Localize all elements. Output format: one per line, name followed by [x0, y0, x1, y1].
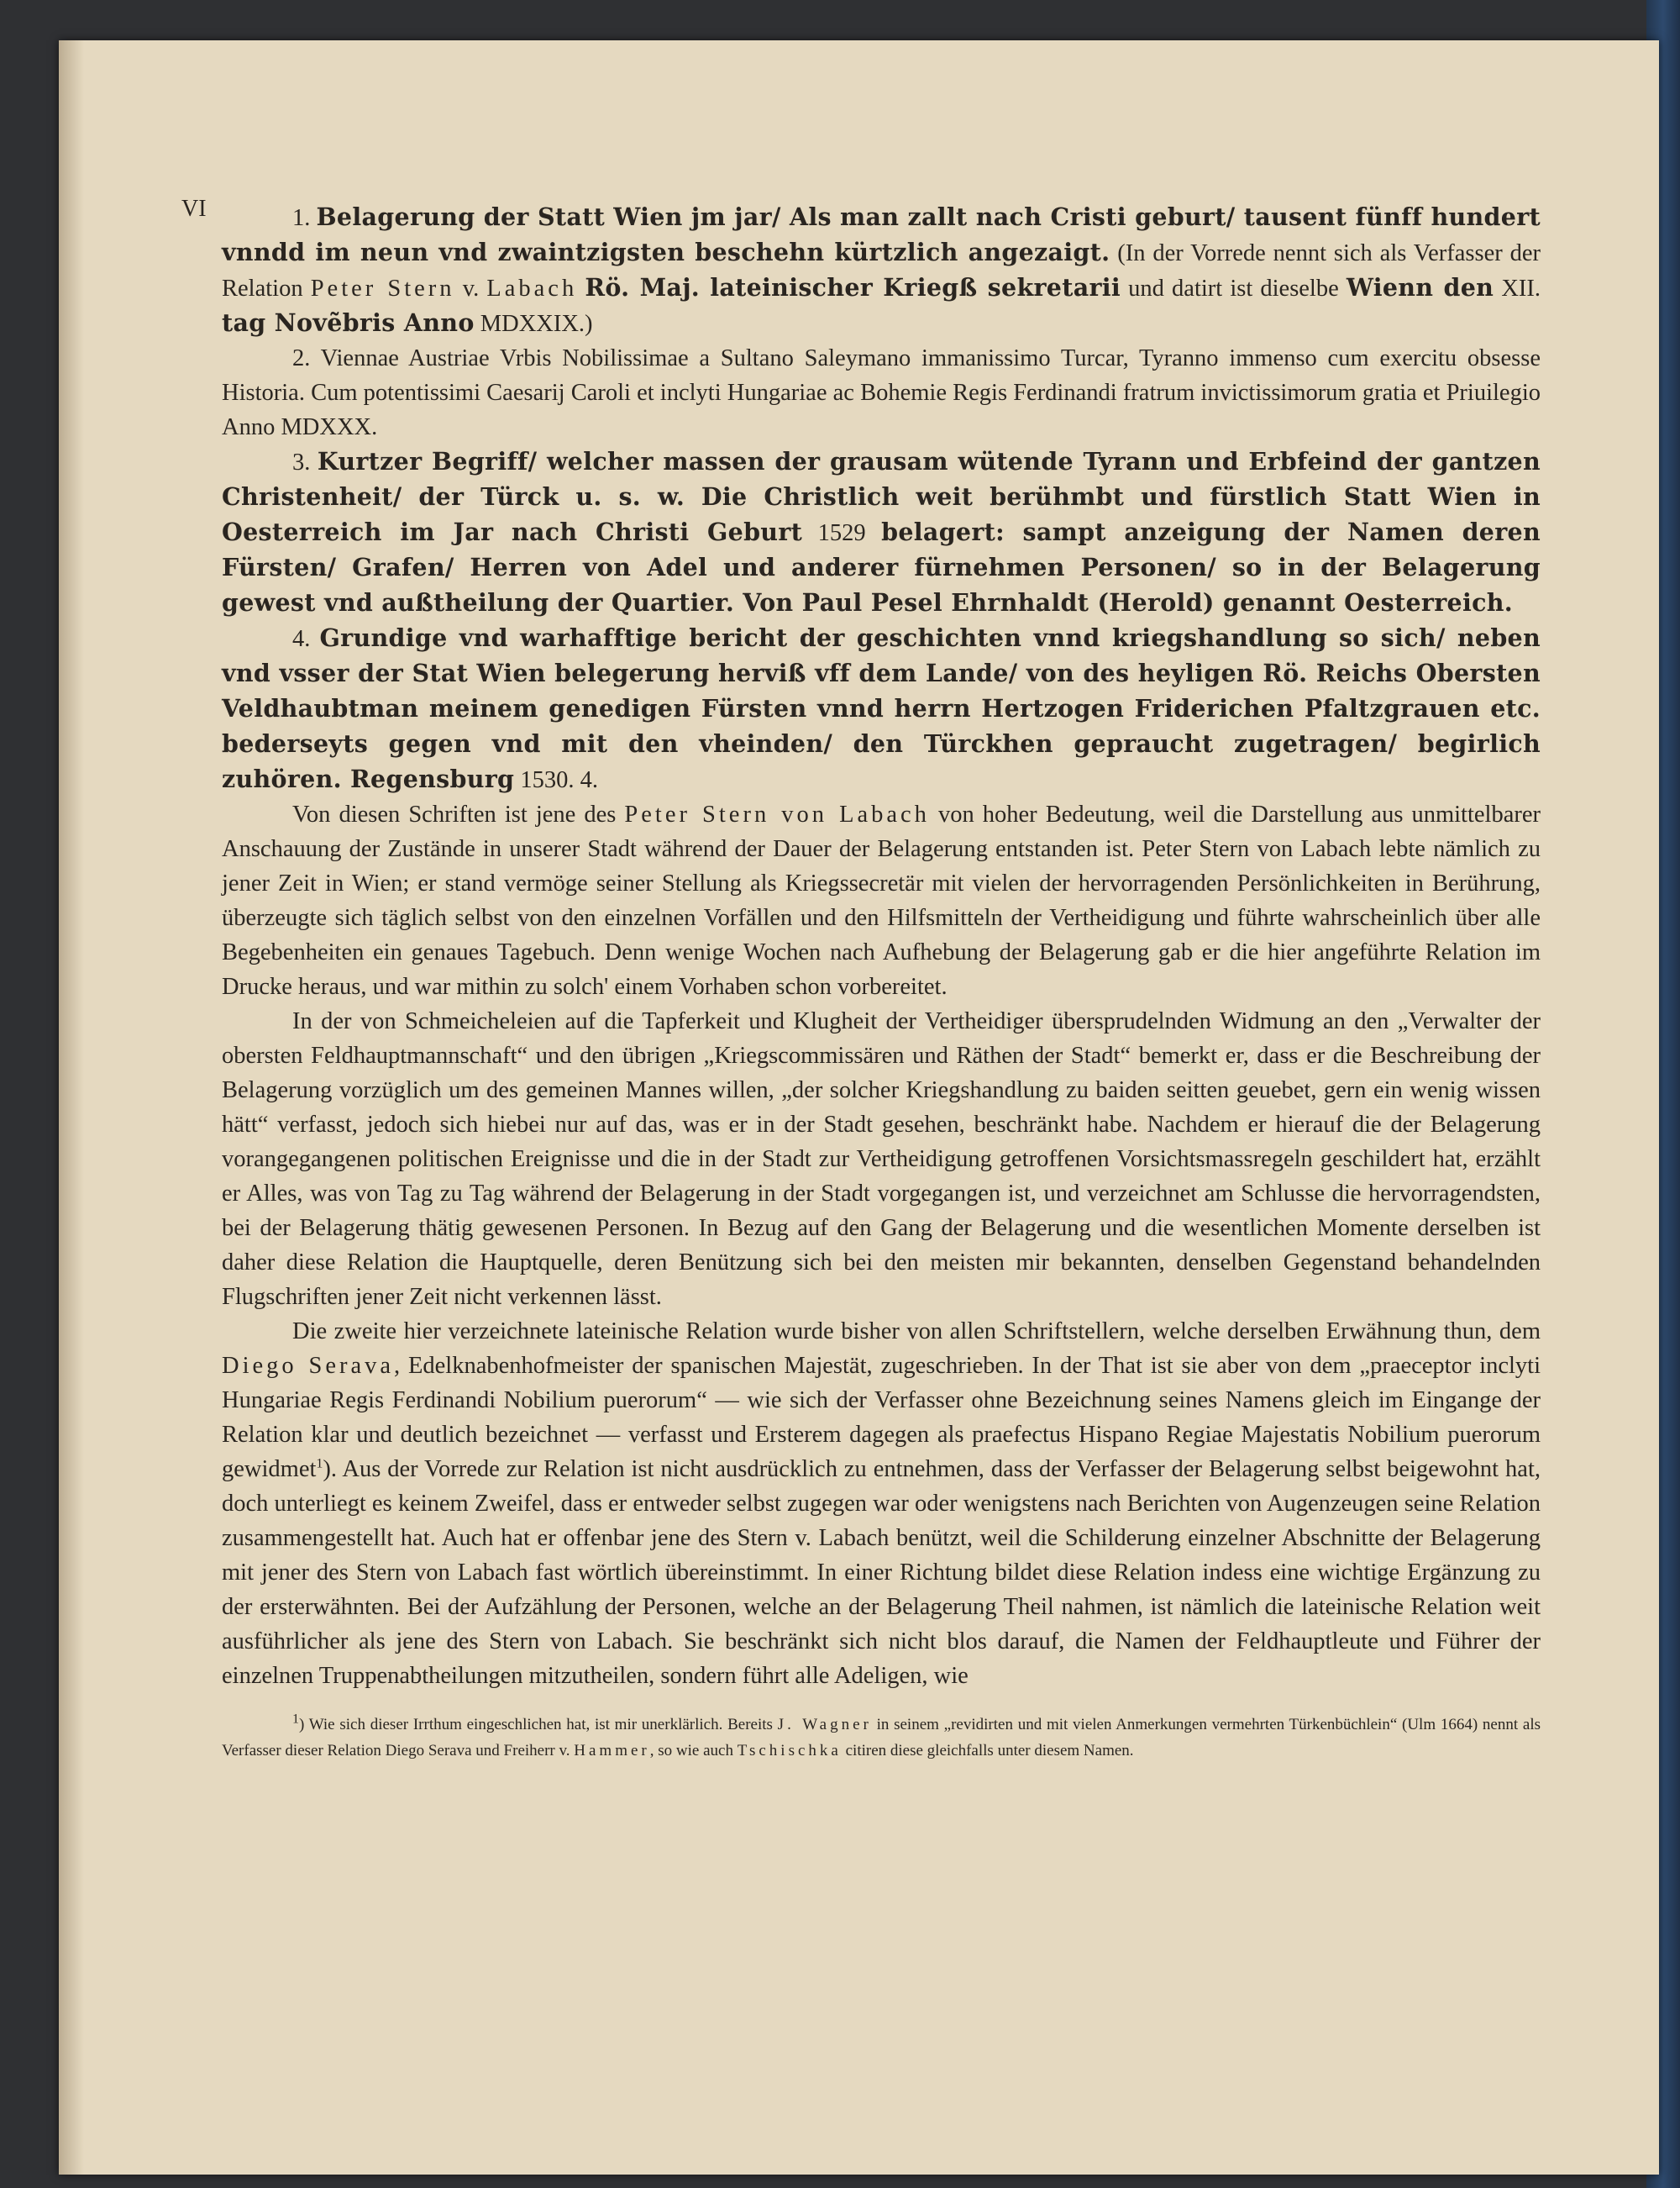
bibliography-entry [222, 621, 1541, 797]
text-run: 1529 [802, 520, 882, 546]
paragraph [222, 797, 1541, 1004]
text-run: Grundige vnd warhafftige bericht der geschichten vnnd kriegshandlung so sich/ neben vnd vsser der Stat Wien belegerung herviß vff dem Lande/ von des heyligen Rö. Reichs Obersten Veldhaubtman meinem genedigen Fürsten vnnd herrn Hertzogen Friderichen Pfaltzgrauen etc. bederseyts gegen vnd mit den vheinden/ den Türckhen gepraucht zugetragen/ begirlich zuhören. Regensburg [222, 623, 1541, 793]
paragraph [222, 1004, 1541, 1314]
text-run: belagert: sampt anzeigung der Namen deren Fürsten/ Grafen/ Herren von Adel und anderer fürnehmen Personen/ so in der Belagerung gewest vnd außtheilung der Quartier. Von Paul Pesel Ehrnhaldt (Herold) genannt Oesterreich. [222, 518, 1541, 617]
footnote-marker: 1 [292, 1712, 299, 1727]
page-number: VI [181, 196, 207, 222]
text-run: tag Novẽbris Anno [222, 308, 475, 337]
text-run: Von diesen Schriften ist jene des [292, 802, 625, 828]
text-run: J. Wagner [777, 1716, 872, 1733]
bibliography-entry [222, 200, 1541, 341]
entry-number: 3. [292, 450, 318, 476]
entry-number: 1. [292, 205, 317, 231]
text-run: , so wie auch [649, 1742, 738, 1759]
text-run: und datirt ist dieselbe [1121, 276, 1347, 302]
text-run: v. [454, 276, 487, 302]
text-run: (In der Vorrede nennt sich als Verfasser der Relation [222, 240, 1541, 302]
text-run: Peter Stern [310, 276, 455, 302]
footnote-marker: 1 [316, 1456, 323, 1471]
text-run: Kurtzer Begriff/ welcher massen der grausam wütende Tyrann und Erbfeind der gantzen Christenheit/ der Türck u. s. w. Die Christlich weit berühmbt und fürstlich Statt Wien in Oesterreich im Jar nach Christi Geburt [222, 447, 1541, 546]
text-run: Diego Serava [222, 1353, 395, 1379]
text-run: ) Wie sich dieser Irrthum eingeschlichen hat, ist mir unerklärlich. Bereits [299, 1716, 778, 1733]
text-run: Wienn den [1346, 273, 1494, 302]
text-run: Rö. Maj. lateinischer Kriegß sekretarii [585, 273, 1121, 302]
text-run: XII. [1494, 276, 1541, 302]
text-run: In der von Schmeicheleien auf die Tapferkeit und Klugheit der Vertheidiger übersprudelnden Widmung an den „Verwalter der obersten Feldhauptmannschaft“ und den übrigen „Kriegscommissären und Räthen der Stadt“ bemerkt er, dass er die Beschreibung der Belagerung vorzüglich um des gemeinen Mannes willen, „der solcher Kriegshandlung zu baiden seitten geuebet, gern ein wenig wissen hätt“ verfasst, jedoch sich hiebei nur auf das, was er in der Stadt gesehen, beschränkt habe. Nachdem er hierauf die der Belagerung vorangegangenen politischen Ereignisse und die in der Stadt zur Vertheidigung getroffenen Vorsichtsmassregeln geschildert hat, erzählt er Alles, was von Tag zu Tag während der Belagerung in der Stadt vorgegangen ist, und verzeichnet am Schlusse die hervorragendsten, bei der Belagerung thätig gewesenen Personen. In Bezug auf den Gang der Belagerung und die wesentlichen Momente derselben ist daher diese Relation die Hauptquelle, deren Benützung sich bei den meisten mir bekannten, denselben Gegenstand behandelnden Flugschriften jener Zeit nicht verkennen lässt. [222, 1008, 1541, 1310]
text-run [577, 276, 585, 302]
paragraph [222, 1314, 1541, 1693]
entry-number: 4. [292, 626, 320, 652]
text-run: Tschischka [737, 1742, 842, 1759]
text-run: in seinem „revidirten und mit vielen Anmerkungen vermehrten Türkenbüchlein“ (Ulm 1664) nennt als Verfasser dieser Relation Diego Serava und Freiherr v. [222, 1716, 1541, 1759]
bibliography-entry [222, 341, 1541, 444]
bibliography-entry [222, 444, 1541, 621]
bibliography-list [222, 200, 1541, 797]
page-body [222, 200, 1541, 1764]
text-run: citiren diese gleichfalls unter diesem Namen. [841, 1742, 1134, 1759]
text-run: Labach [486, 276, 578, 302]
text-run: Hammer [574, 1742, 650, 1759]
text-run: MDXXIX.) [474, 311, 593, 337]
text-run: , Edelknabenhofmeister der spanischen Majestät, zugeschrieben. In der That ist sie aber von dem „praeceptor inclyti Hungariae Regis Ferdinandi Nobilium puerorum“ — wie sich der Verfasser ohne Bezeichnung seines Namens gleich im Eingange der Relation klar und deutlich bezeichnet — verfasst und Ersterem dagegen als praefectus Hispano Regiae Majestatis Nobilium puerorum gewidmet [222, 1353, 1541, 1482]
document-page [59, 40, 1659, 2175]
text-run: Belagerung der Statt Wien jm jar/ Als man zallt nach Cristi geburt/ tausent fünff hundert vnndd im neun vnd zwaintzigsten beschehn kürtzlich angezaigt. [222, 202, 1541, 266]
body-text [222, 797, 1541, 1693]
text-run: 1530. 4. [514, 767, 599, 793]
text-run: Die zweite hier verzeichnete lateinische Relation wurde bisher von allen Schriftstellern, welche derselben Erwähnung thun, dem [292, 1318, 1541, 1344]
entry-number: 2. [292, 345, 321, 371]
text-run: von hoher Bedeutung, weil die Darstellung aus unmittelbarer Anschauung der Zustände in unserer Stadt während der Dauer der Belagerung entstanden ist. Peter Stern von Labach lebte nämlich zu jener Zeit in Wien; er stand vermöge seiner Stellung als Kriegssecretär mit vielen der hervorragenden Persönlichkeiten in Berührung, überzeugte sich täglich selbst von den einzelnen Vorfällen und den Hilfsmitteln der Vertheidigung und führte wahrscheinlich über alle Begebenheiten ein genaues Tagebuch. Denn wenige Wochen nach Aufhebung der Belagerung gab er die hier angeführte Relation im Drucke heraus, und war mithin zu solch' einem Vorhaben schon vorbereitet. [222, 802, 1541, 1000]
footnote [222, 1712, 1541, 1764]
text-run: Viennae Austriae Vrbis Nobilissimae a Sultano Saleymano immanissimo Turcar, Tyranno immenso cum exercitu obsesse Historia. Cum potentissimi Caesarij Caroli et inclyti Hungariae ac Bohemie Regis Ferdinandi fratrum invictissimorum gratia et Priuilegio Anno MDXXX. [222, 345, 1541, 440]
text-run: Peter Stern von Labach [624, 802, 930, 828]
text-run: ). Aus der Vorrede zur Relation ist nicht ausdrücklich zu entnehmen, dass der Verfasser der Belagerung selbst beigewohnt hat, doch unterliegt es keinem Zweifel, dass er entweder selbst zugegen war oder wenigstens nach Berichten von Augenzeugen seine Relation zusammengestellt hat. Auch hat er offenbar jene des Stern v. Labach benützt, weil die Schilderung einzelner Abschnitte der Belagerung mit jener des Stern von Labach fast wörtlich übereinstimmt. In einer Richtung bildet diese Relation indess eine wichtige Ergänzung zu der ersterwähnten. Bei der Aufzählung der Personen, welche an der Belagerung Theil nahmen, ist nämlich die lateinische Relation weit ausführlicher als jene des Stern von Labach. Sie beschränkt sich nicht blos darauf, die Namen der Feldhauptleute und Führer der einzelnen Truppenabtheilungen mitzutheilen, sondern führt alle Adeligen, wie [222, 1456, 1541, 1689]
